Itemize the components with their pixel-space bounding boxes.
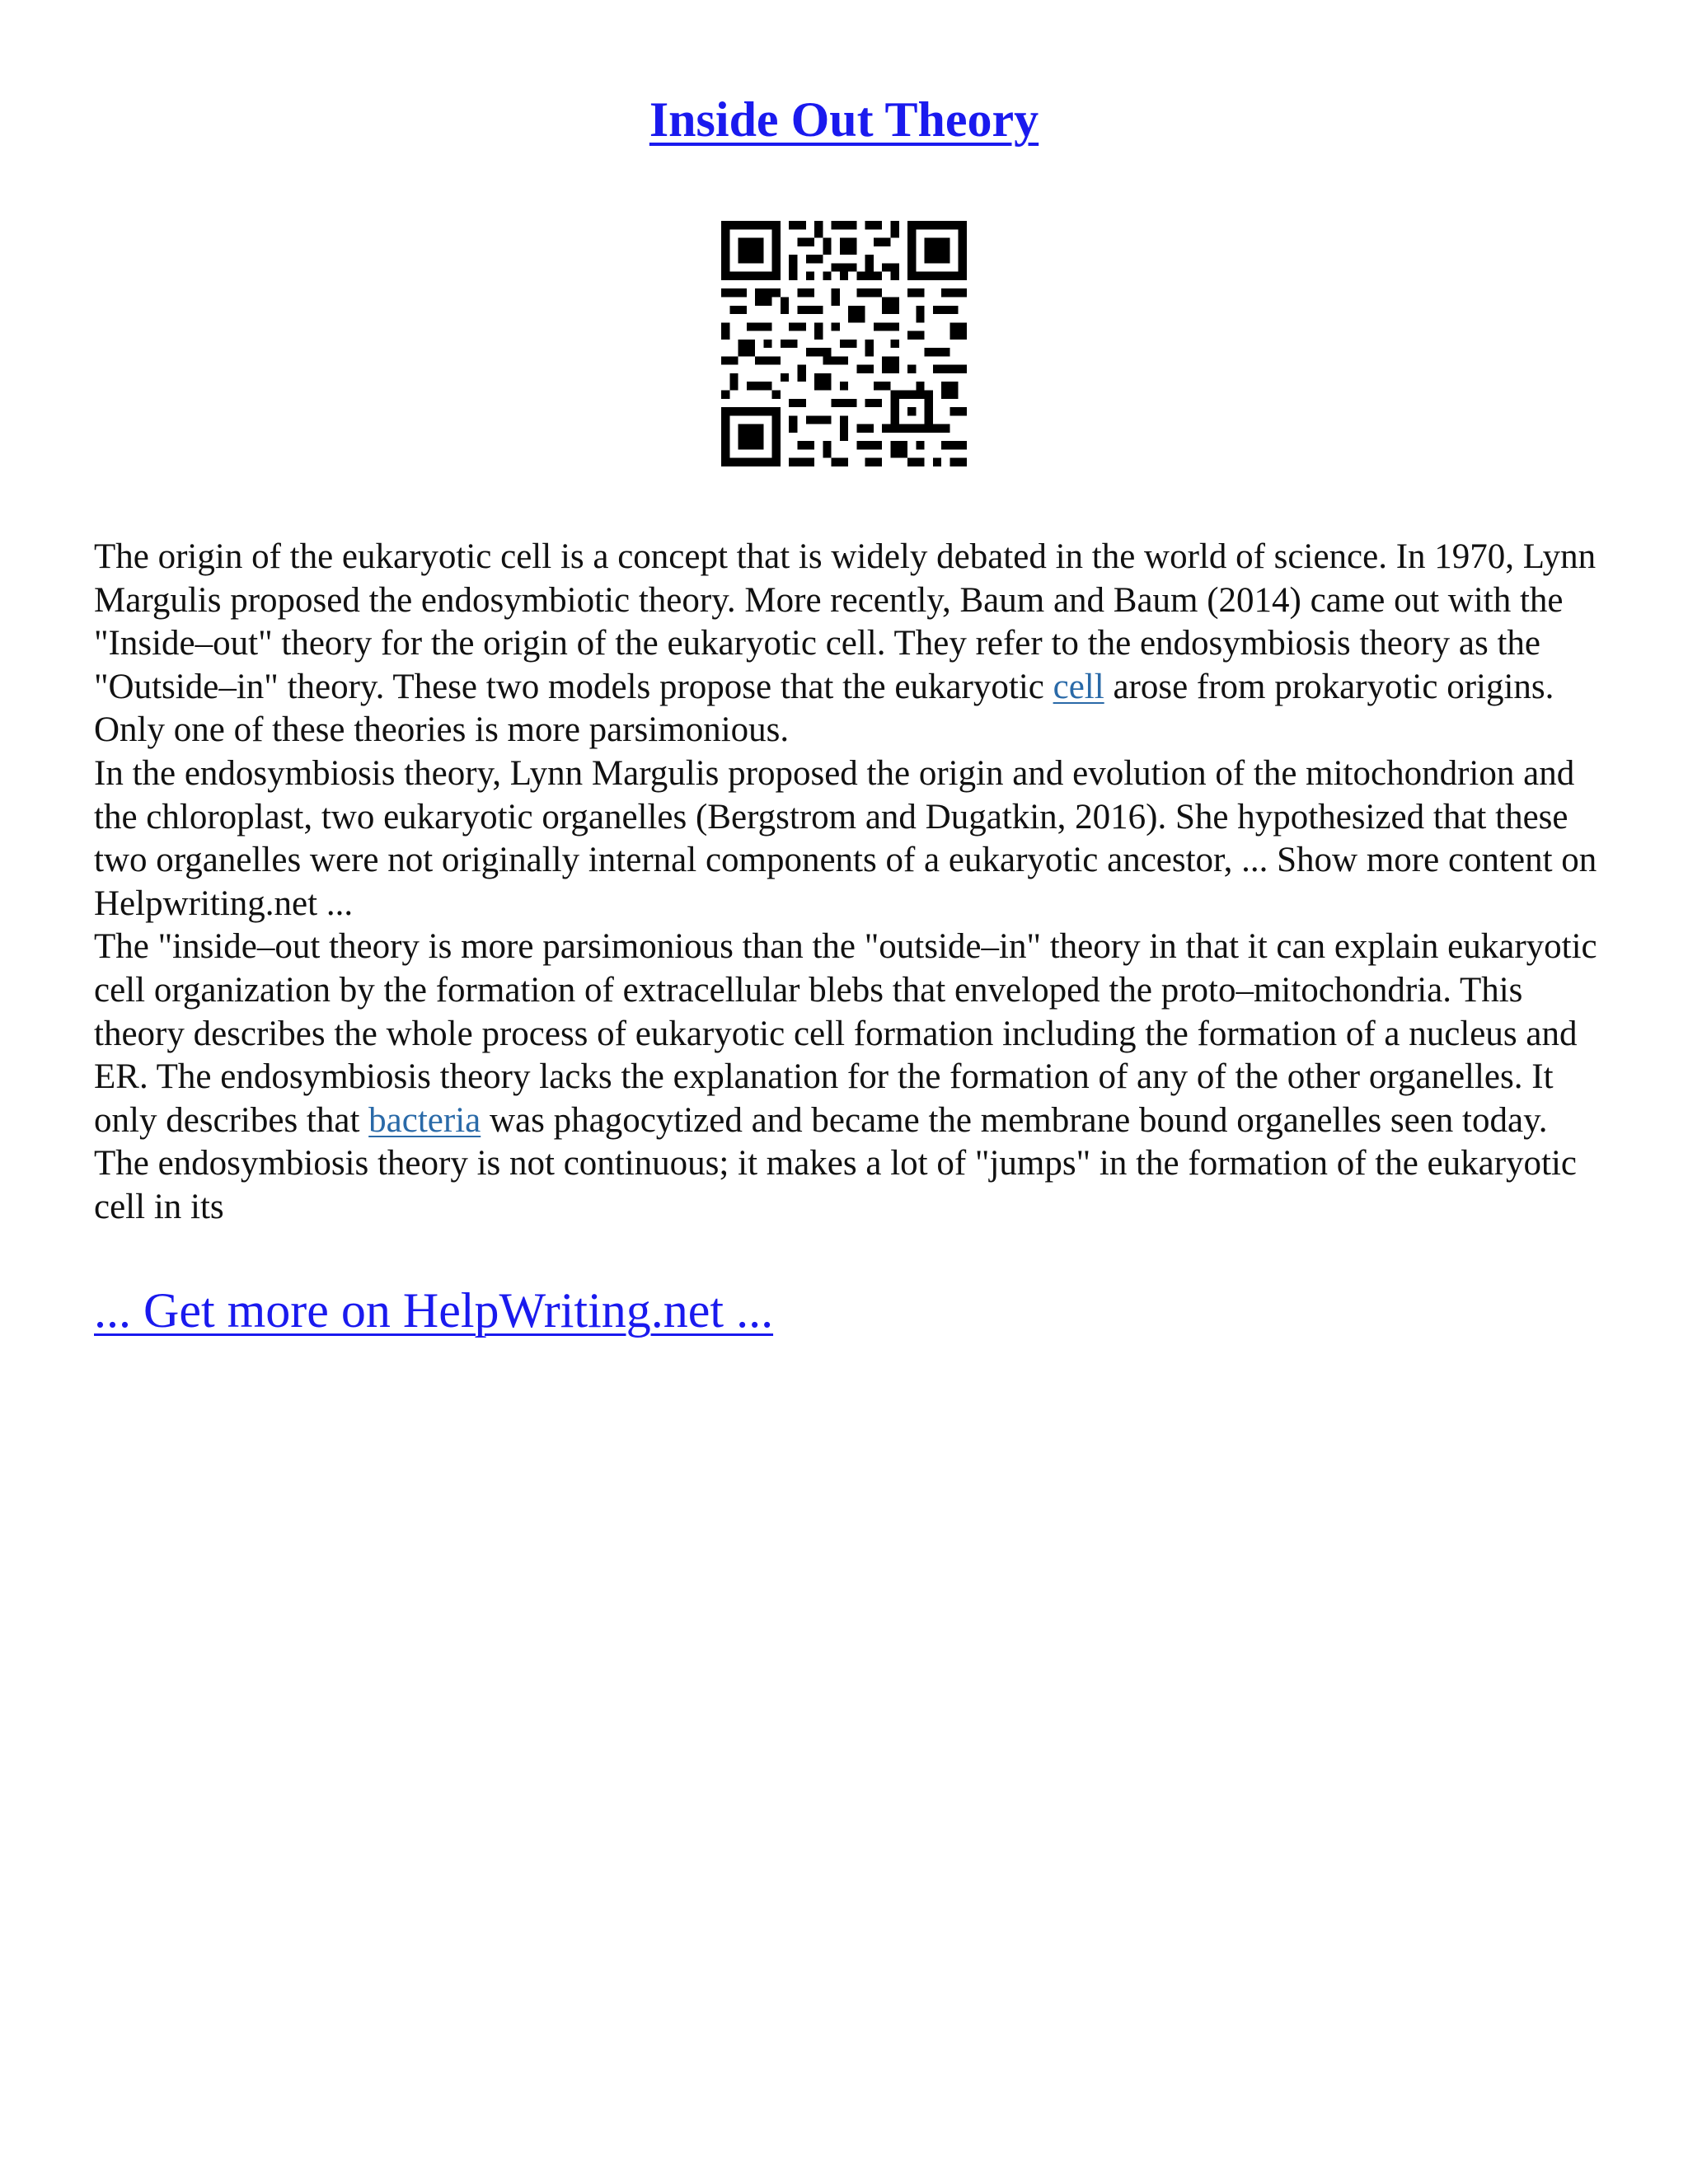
paragraph-origin: The origin of the eukaryotic cell is a concept that is widely debated in the world of science. In 1970, Lynn Margulis proposed the endosymbiotic theory. More recently, Baum and Baum (2014) came out with the "Inside–out" theory for the origin of the eukaryotic cell. They refer to the endosymbiosis theory as the "Outside–in" theory. These two models propose that the eukaryotic cell arose from prokaryotic origins. Only one of these theories is more parsimonious. (94, 537, 1597, 750)
qr-code-icon (721, 221, 967, 466)
paragraph-inside-out: The "inside–out theory is more parsimonious than the "outside–in" theory in that it can explain eukaryotic cell organization by the formation of extracellular blebs that enveloped the proto–mitochondria. This theory describes the whole process of eukaryotic cell formation including the formation of a nucleus and ER. The endosymbiosis theory lacks the explanation for the formation of any of the other organelles. It only describes that bacteria was phagocytized and became the membrane bound organelles seen today. The endosymbiosis theory is not continuous; it makes a lot of "jumps" in the formation of the eukaryotic cell in its (94, 927, 1597, 1226)
cell-link[interactable]: cell (1053, 667, 1104, 706)
get-more-container (94, 1277, 773, 1343)
paragraph-endosymbiosis: In the endosymbiosis theory, Lynn Margulis proposed the origin and evolution of the mitochondrion and the chloroplast, two eukaryotic organelles (Bergstrom and Dugatkin, 2016). She hypothesized that these two organelles were not originally internal components of a eukaryotic ancestor, ... Show more content on Helpwriting.net ... (94, 753, 1597, 923)
page-title (0, 87, 1688, 152)
get-more-link[interactable]: ... Get more on HelpWriting.net ... (94, 1283, 774, 1338)
article-body (94, 536, 1602, 1230)
title-link[interactable]: Inside Out Theory (649, 92, 1039, 147)
bacteria-link[interactable]: bacteria (368, 1100, 481, 1140)
